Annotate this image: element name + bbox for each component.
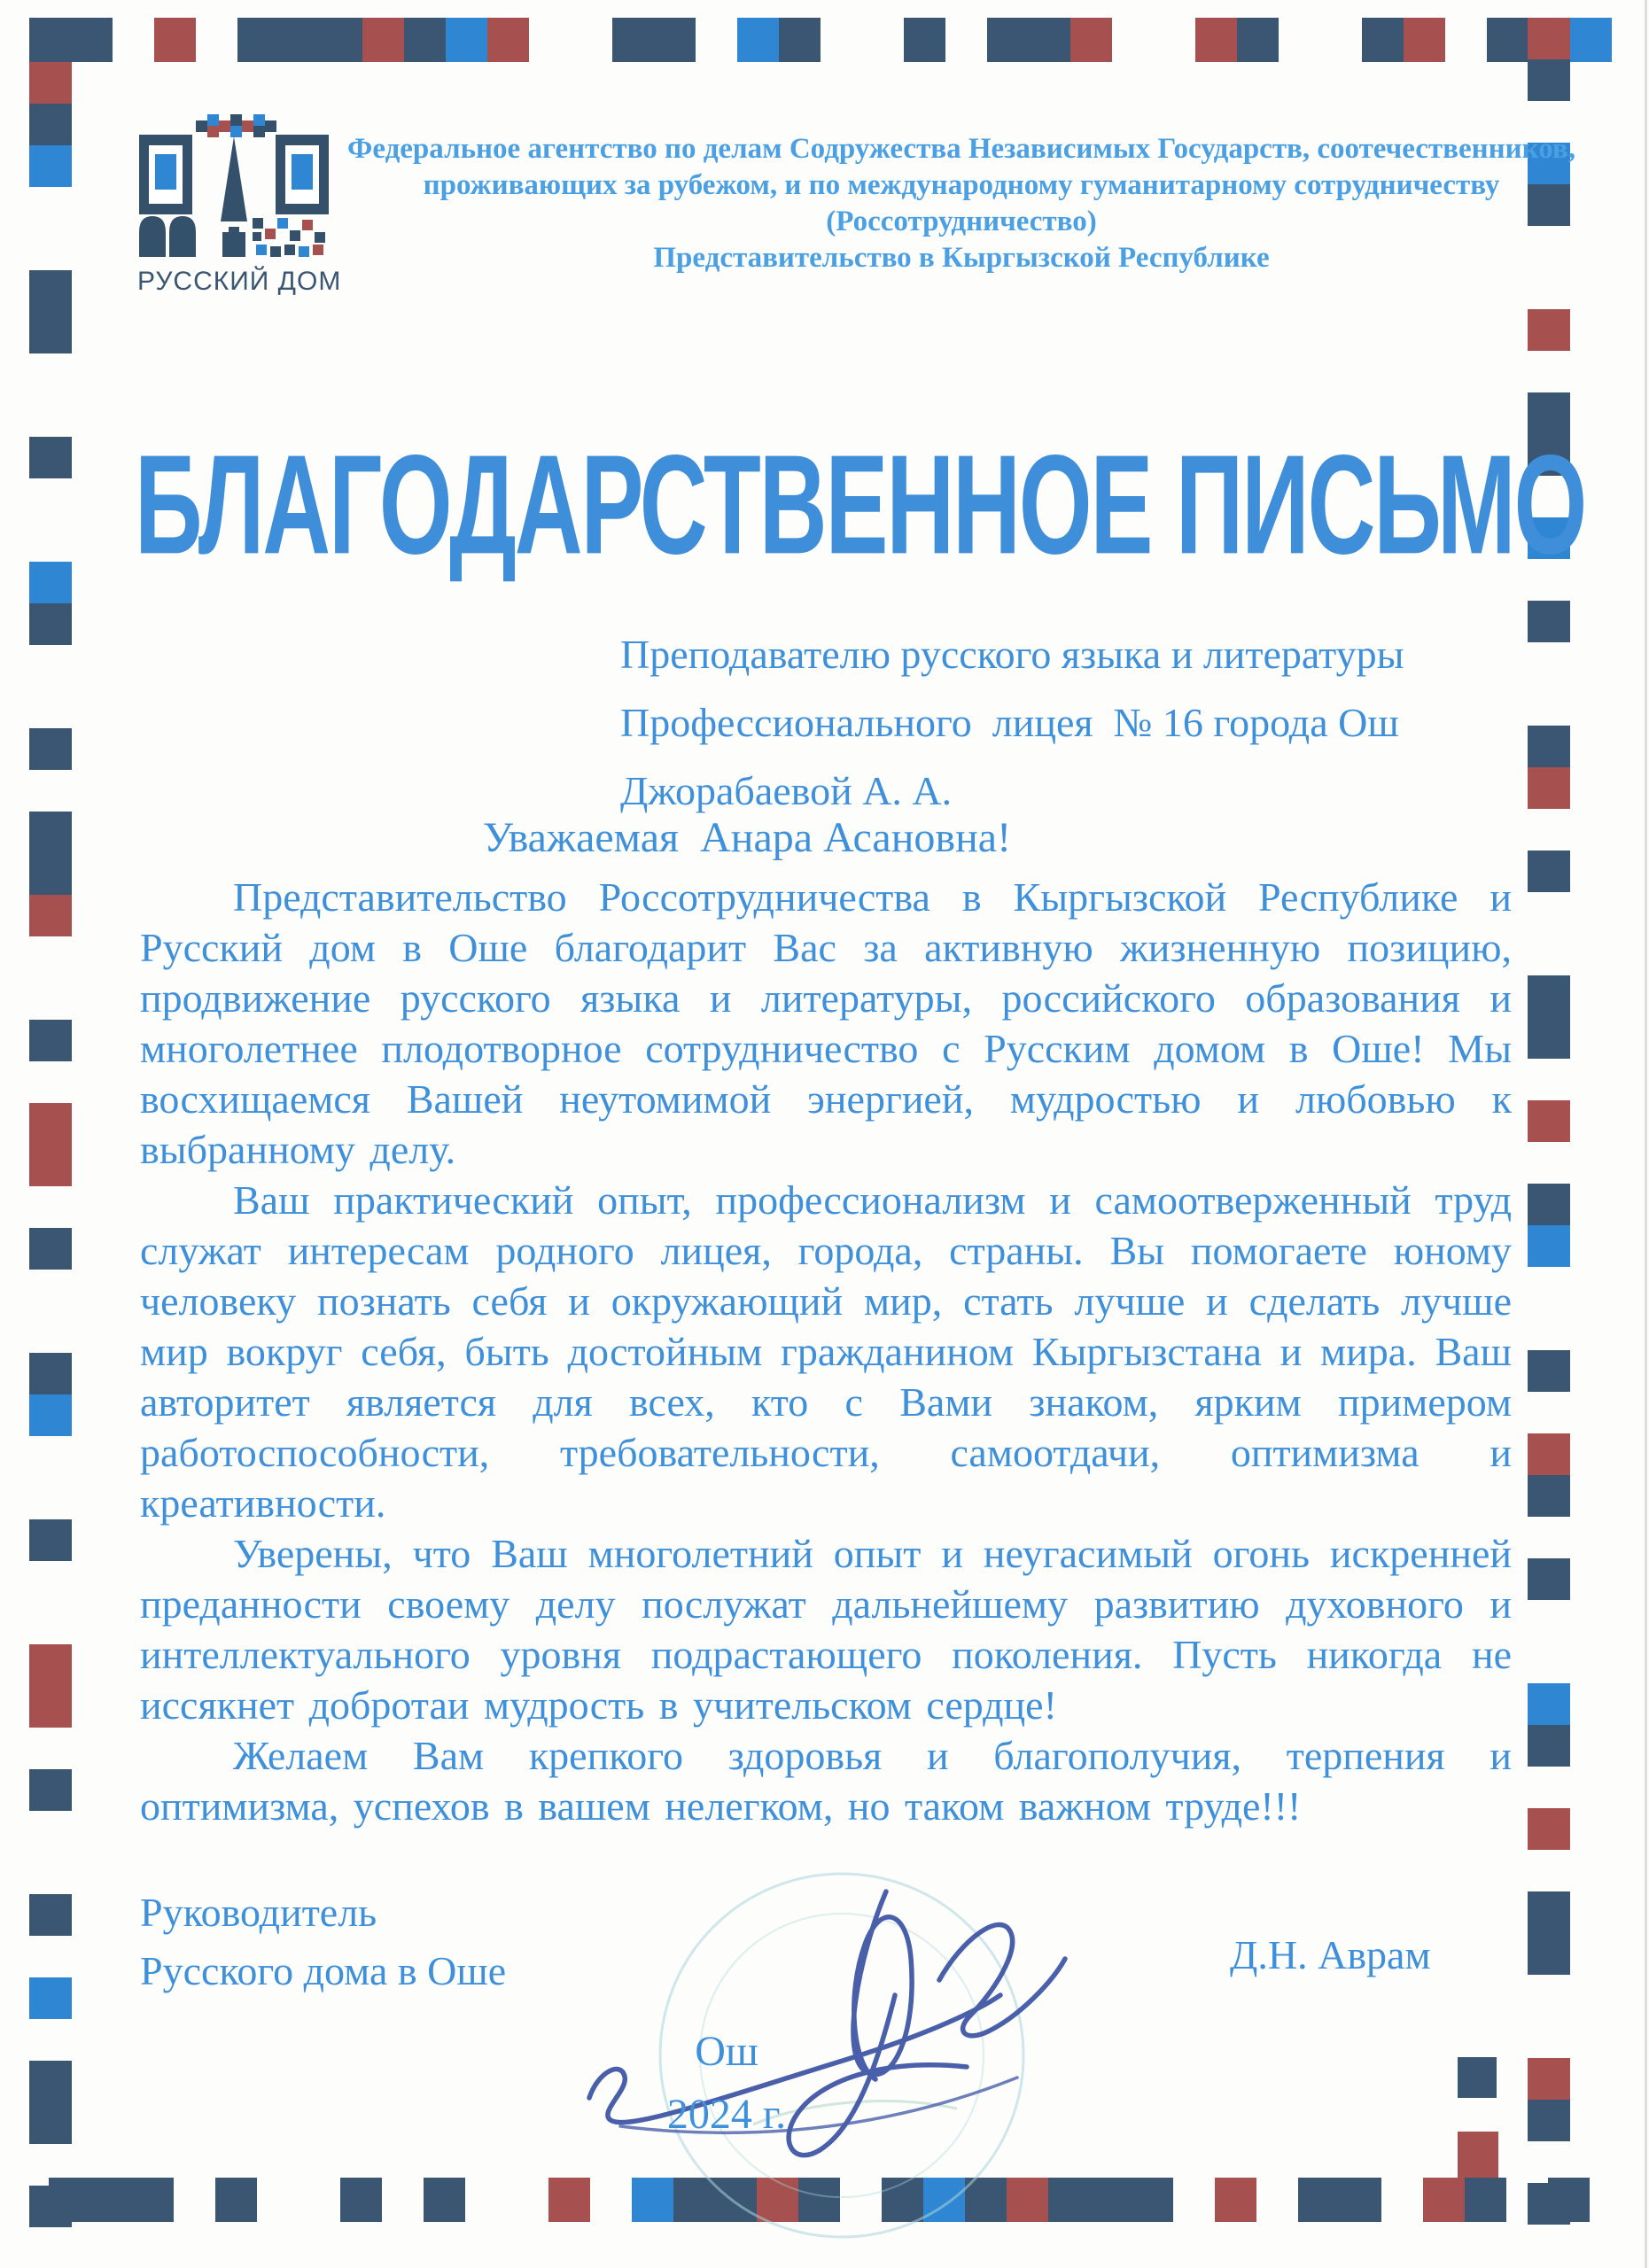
- border-gap: [382, 2178, 424, 2222]
- border-square: [29, 1769, 72, 1811]
- border-right: [1528, 18, 1570, 2228]
- signature-position-line: Руководитель: [140, 1890, 377, 1935]
- border-gap: [174, 2178, 215, 2222]
- border-square: [737, 18, 779, 62]
- border-gap: [1528, 1059, 1570, 1100]
- border-gap: [1506, 2178, 1548, 2222]
- border-square: [29, 1228, 72, 1270]
- border-square: [29, 603, 72, 645]
- border-gap: [1528, 1517, 1570, 1558]
- border-square: [1528, 59, 1570, 101]
- border-square: [29, 812, 72, 895]
- border-square: [1458, 2132, 1498, 2178]
- border-square: [1528, 1725, 1570, 1767]
- border-square: [29, 895, 72, 936]
- border-square: [548, 2178, 590, 2222]
- border-square: [1237, 18, 1279, 62]
- border-square: [29, 1103, 72, 1186]
- agency-header-line: проживающих за рубежом, и по международному гуманитарному сотрудничеству: [423, 169, 1500, 201]
- border-square: [29, 1020, 72, 1061]
- border-square: [612, 18, 696, 62]
- border-gap: [29, 936, 72, 1020]
- border-square: [1528, 850, 1570, 892]
- border-gap: [1528, 1767, 1570, 1808]
- border-square: [1070, 18, 1112, 62]
- border-square: [1528, 1184, 1570, 1225]
- border-gap: [1528, 1267, 1570, 1350]
- border-gap: [1528, 642, 1570, 726]
- border-gap: [1528, 1850, 1570, 1891]
- border-gap: [1528, 892, 1570, 975]
- russian-house-logo-icon: [137, 113, 331, 257]
- border-gap: [1528, 1392, 1570, 1433]
- border-gap: [1445, 18, 1487, 62]
- border-square: [29, 1519, 72, 1561]
- border-square: [1528, 1891, 1570, 1975]
- border-gap: [29, 2019, 72, 2061]
- border-top: [29, 18, 1615, 62]
- agency-header-line: (Россотрудничество): [826, 206, 1097, 237]
- letter-title-wrap: [135, 425, 1641, 585]
- border-square: [49, 2178, 174, 2222]
- border-gap: [1528, 1600, 1570, 1683]
- border-square: [1528, 1558, 1570, 1600]
- border-square: [1423, 2178, 1465, 2222]
- border-square: [1528, 1808, 1570, 1850]
- border-square: [882, 2178, 923, 2222]
- agency-header: [310, 131, 1613, 276]
- border-gap: [29, 645, 72, 728]
- border-square: [29, 1644, 72, 1728]
- border-square: [1528, 726, 1570, 767]
- border-square: [1570, 18, 1612, 62]
- border-square: [29, 18, 113, 62]
- border-square: [29, 1894, 72, 1936]
- border-square: [29, 270, 72, 353]
- border-gap: [29, 1728, 72, 1769]
- border-square: [904, 18, 945, 62]
- border-square: [757, 2178, 798, 2222]
- border-square: [424, 2178, 465, 2222]
- border-gap: [29, 1061, 72, 1103]
- border-gap: [1528, 1142, 1570, 1184]
- border-gap: [29, 1186, 72, 1228]
- border-square: [29, 104, 72, 145]
- border-square: [29, 1977, 72, 2019]
- border-gap: [821, 18, 904, 62]
- letter-body: [140, 872, 1512, 1831]
- border-square: [632, 2178, 673, 2222]
- border-square: [798, 2178, 840, 2222]
- border-square: [29, 1394, 72, 1436]
- body-paragraph: Ваш практический опыт, профессионализм и самоотверженный труд служат интересам родного лицея, города, страны. Вы помогаете юному человеку познать себя и окружающий мир, стать лучше и сделать лучше мир вокруг себя, быть достойным гражданином Кыргызстана и мира. Ваш авторитет является для всех, кто с Вами знаком, ярким примером работоспособности, требовательности, самоотдачи, оптимизма и креативности.: [140, 1177, 1512, 1526]
- border-gap: [29, 770, 72, 812]
- border-square: [1528, 18, 1570, 59]
- addressee-line: Преподавателю русского языка и литературы: [620, 632, 1404, 677]
- russian-house-logo: [137, 113, 342, 297]
- border-gap: [840, 2178, 882, 2222]
- border-square: [446, 18, 487, 62]
- body-paragraph: Желаем Вам крепкого здоровья и благополучия, терпения и оптимизма, успехов в вашем нелегком, но таком важном труде!!!: [140, 1733, 1512, 1829]
- footer-year: 2024 г.: [666, 2091, 787, 2138]
- scan-edge-artifact: [1645, 0, 1647, 2268]
- border-square: [1048, 2178, 1173, 2222]
- border-gap: [29, 187, 72, 270]
- border-square: [1528, 1100, 1570, 1142]
- border-square: [673, 2178, 757, 2222]
- border-gap: [1528, 1975, 1570, 2058]
- addressee-line: Джорабаевой А. А.: [620, 768, 953, 813]
- border-gap: [1279, 18, 1362, 62]
- border-square: [987, 18, 1070, 62]
- border-square: [1007, 2178, 1048, 2222]
- border-square: [29, 728, 72, 770]
- border-gap: [29, 2227, 72, 2228]
- border-square: [29, 145, 72, 187]
- border-square: [1528, 309, 1570, 351]
- logo-caption: РУССКИЙ ДОМ: [137, 267, 342, 296]
- border-square: [215, 2178, 257, 2222]
- border-gap: [29, 353, 72, 437]
- border-square: [1195, 18, 1237, 62]
- border-gap: [196, 18, 237, 62]
- signature-position-line: Русского дома в Оше: [140, 1948, 507, 1993]
- border-gap: [1381, 2178, 1423, 2222]
- body-paragraph: Представительство Россотрудничества в Кыргызской Республике и Русский дом в Оше благодарит Вас за активную жизненную позицию, продвижение русского языка и литературы, российского образования и многолетнее плодотворное сотрудничество с Русским домом в Оше! Мы восхищаемся Вашей неутомимой энергией, мудростью и любовью к выбранному делу.: [140, 874, 1512, 1172]
- border-square: [1458, 2057, 1497, 2098]
- addressee-line: Профессионального лицея № 16 города Ош: [620, 700, 1399, 745]
- border-gap: [1528, 2141, 1570, 2183]
- border-gap: [29, 1270, 72, 1353]
- border-square: [340, 2178, 382, 2222]
- letter-title: БЛАГОДАРСТВЕННОЕ ПИСЬМО: [135, 425, 1586, 585]
- border-gap: [29, 478, 72, 562]
- border-square: [1528, 1475, 1570, 1517]
- border-square: [154, 18, 196, 62]
- border-gap: [945, 18, 987, 62]
- border-square: [29, 1353, 72, 1394]
- border-gap: [1173, 2178, 1215, 2222]
- border-square: [1215, 2178, 1256, 2222]
- border-square: [1298, 2178, 1381, 2222]
- border-square: [1465, 2178, 1506, 2222]
- border-gap: [529, 18, 612, 62]
- border-square: [29, 2061, 72, 2144]
- border-square: [1528, 2058, 1570, 2100]
- border-square: [1528, 1225, 1570, 1267]
- border-gap: [590, 2178, 632, 2222]
- border-gap: [29, 1561, 72, 1644]
- body-paragraph: Уверены, что Ваш многолетний опыт и неугасимый огонь искренней преданности своему делу послужат дальнейшему развитию духовного и интеллектуального уровня подрастающего поколения. Пусть никогда не иссякнет добротаи мудрость в учительском сердце!: [140, 1531, 1512, 1728]
- border-gap: [1256, 2178, 1298, 2222]
- border-gap: [29, 1436, 72, 1519]
- footer-city: Ош: [695, 2028, 758, 2075]
- border-gap: [1112, 18, 1195, 62]
- border-square: [404, 18, 446, 62]
- border-square: [1528, 1350, 1570, 1392]
- border-gap: [1528, 809, 1570, 850]
- footer-block: [567, 2027, 886, 2139]
- border-gap: [1528, 351, 1570, 392]
- border-square: [29, 562, 72, 603]
- border-square: [29, 62, 72, 104]
- border-gap: [29, 1936, 72, 1977]
- border-square: [1528, 975, 1570, 1059]
- border-square: [29, 437, 72, 478]
- addressee-block: [620, 620, 1404, 825]
- signature-position-block: [140, 1884, 506, 2000]
- border-square: [1362, 18, 1404, 62]
- agency-header-line: Представительство в Кыргызской Республике: [653, 242, 1270, 274]
- border-gap: [257, 2178, 340, 2222]
- border-square: [487, 18, 529, 62]
- border-square: [1528, 767, 1570, 809]
- border-gap: [29, 1811, 72, 1894]
- border-square: [1528, 2100, 1570, 2141]
- border-square: [965, 2178, 1007, 2222]
- border-bottom: [49, 2178, 1635, 2222]
- border-left: [29, 62, 72, 2228]
- signatory-name: Д.Н. Аврам: [1230, 1932, 1431, 1977]
- border-square: [923, 2178, 965, 2222]
- border-gap: [465, 2178, 548, 2222]
- border-gap: [696, 18, 737, 62]
- border-square: [779, 18, 821, 62]
- border-square: [1528, 1683, 1570, 1725]
- salutation: Уважаемая Анара Асановна!: [483, 814, 1012, 861]
- border-square: [1548, 2178, 1590, 2222]
- border-square: [1528, 601, 1570, 642]
- border-gap: [113, 18, 154, 62]
- border-square: [1404, 18, 1445, 62]
- border-square: [1528, 1433, 1570, 1475]
- border-square: [237, 18, 362, 62]
- agency-header-line: Федеральное агентство по делам Содружества Независимых Государств, соотечественников,: [347, 133, 1575, 165]
- border-square: [362, 18, 404, 62]
